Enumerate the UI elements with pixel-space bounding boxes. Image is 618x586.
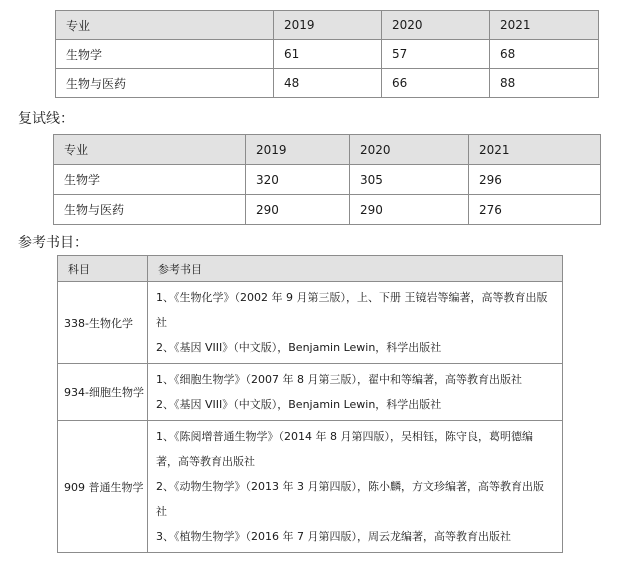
header-cell: 科目 (58, 256, 148, 282)
table-cell: 生物学 (54, 165, 246, 195)
header-cell: 参考书目 (148, 256, 563, 282)
table-cell: 48 (274, 69, 382, 98)
book-entry: 2、《基因 VIII》（中文版），Benjamin Lewin，科学出版社 (156, 398, 442, 411)
table-cell: 生物与医药 (54, 195, 246, 225)
header-cell: 2019 (274, 11, 382, 40)
subject-cell: 934-细胞生物学 (58, 364, 148, 421)
book-entry: 1、《细胞生物学》（2007 年 8 月第三版），翟中和等编著，高等教育出版社 (156, 373, 522, 386)
table-cell: 生物与医药 (56, 69, 274, 98)
reference-books-label: 参考书目： (18, 235, 88, 251)
header-cell: 2020 (350, 135, 469, 165)
subject-cell: 909 普通生物学 (58, 421, 148, 553)
table-cell: 305 (350, 165, 469, 195)
book-entry: 2、《动物生物学》（2013 年 3 月第四版），陈小麟，方文珍编著，高等教育出版社 (156, 480, 544, 518)
books-cell (148, 282, 563, 364)
header-cell: 2021 (490, 11, 599, 40)
header-cell: 专业 (54, 135, 246, 165)
table-cell: 57 (382, 40, 490, 69)
header-cell: 2020 (382, 11, 490, 40)
table-cell: 68 (490, 40, 599, 69)
table-cell: 290 (246, 195, 350, 225)
header-cell: 2021 (469, 135, 601, 165)
table-cell: 320 (246, 165, 350, 195)
table-cell: 290 (350, 195, 469, 225)
table-cell: 61 (274, 40, 382, 69)
table-cell: 296 (469, 165, 601, 195)
table-cell: 88 (490, 69, 599, 98)
retest-line-table (53, 134, 601, 225)
header-cell: 专业 (56, 11, 274, 40)
books-cell (148, 421, 563, 553)
header-cell: 2019 (246, 135, 350, 165)
retest-line-label: 复试线： (18, 111, 74, 127)
book-entry: 2、《基因 VIII》（中文版），Benjamin Lewin，科学出版社 (156, 341, 442, 354)
table-row (58, 282, 563, 364)
table-row (56, 40, 599, 69)
table-cell: 66 (382, 69, 490, 98)
table-header-row (54, 135, 601, 165)
table-row (58, 364, 563, 421)
table-row (56, 69, 599, 98)
books-cell (148, 364, 563, 421)
score-table (55, 10, 599, 98)
table-row (54, 195, 601, 225)
reference-books-table (57, 255, 563, 553)
table-cell: 生物学 (56, 40, 274, 69)
book-entry: 1、《陈阅增普通生物学》（2014 年 8 月第四版），吴相钰，陈守良，葛明德编著，高等教育出版社 (156, 430, 533, 468)
table-cell: 276 (469, 195, 601, 225)
table-header-row (56, 11, 599, 40)
table-row (54, 165, 601, 195)
table-row (58, 421, 563, 553)
table-header-row (58, 256, 563, 282)
book-entry: 1、《生物化学》（2002 年 9 月第三版），上、下册 王镜岩等编著，高等教育出版社 (156, 291, 548, 329)
subject-cell: 338-生物化学 (58, 282, 148, 364)
book-entry: 3、《植物生物学》（2016 年 7 月第四版），周云龙编著，高等教育出版社 (156, 530, 511, 543)
